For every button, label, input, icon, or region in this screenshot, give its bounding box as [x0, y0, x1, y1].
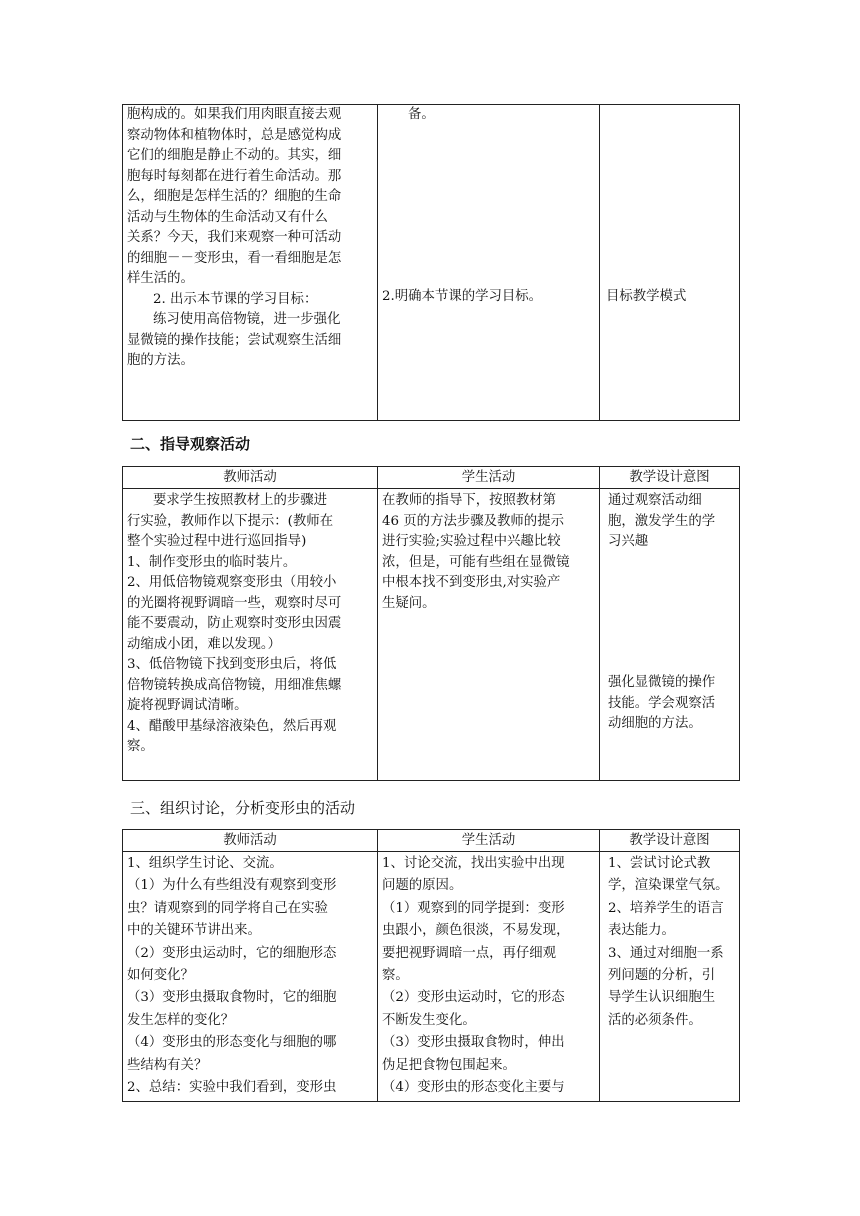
text-line: 练习使用高倍物镜，进一步强化 [153, 312, 341, 327]
text-line: 要求学生按照教材上的步骤进 [153, 493, 328, 508]
text-line: （2）变形虫运动时，它的细胞形态 [127, 945, 337, 961]
text-line: 表达能力。 [608, 923, 675, 939]
column-header: 学生活动 [378, 830, 600, 852]
text-line: 动细胞的方法。 [608, 716, 702, 731]
design-intent-cell [600, 489, 740, 781]
text-line: 46 页的方法步骤及教师的提示 [382, 513, 564, 529]
text-line: 2、用低倍物镜观察变形虫（用较小 [127, 575, 337, 590]
text-line: 强化显微镜的操作 [608, 675, 716, 690]
column-header: 教师活动 [123, 830, 378, 852]
text-line: 3、通过对细胞一系 [608, 945, 724, 961]
text-line: 动缩成小团，难以发现。） [127, 636, 281, 652]
text-line: 它们的细胞是静止不动的。其实，细 [127, 148, 342, 163]
text-line: 在教师的指导下，按照教材第 [382, 493, 557, 508]
text-line: 中根本找不到变形虫,对实验产 [382, 575, 561, 590]
text-line: 旋将视野调试清晰。 [127, 698, 248, 713]
text-line: 导学生认识细胞生 [608, 990, 716, 1006]
column-header: 教学设计意图 [600, 830, 740, 852]
text-line: 备。 [408, 107, 435, 122]
text-line: 活动与生物体的生命活动又有什么 [127, 209, 328, 225]
text-line: 么，细胞是怎样生活的？细胞的生命 [127, 189, 342, 204]
student-goal-text: 2.明确本节课的学习目标。 [382, 289, 543, 304]
text-line: 1、讨论交流，找出实验中出现 [382, 856, 565, 871]
text-line: 列问题的分析，引 [608, 968, 716, 984]
teacher-activity-cell [123, 852, 378, 1102]
design-intent-cell [600, 105, 740, 421]
text-line: （2）变形虫运动时，它的形态 [382, 990, 565, 1006]
text-line: 浓，但是，可能有些组在显微镜 [382, 554, 570, 570]
text-line: 2、培养学生的语言 [608, 900, 724, 916]
text-line: 察。 [382, 968, 409, 984]
section-heading-discussion: 三、组织讨论，分析变形虫的活动 [130, 799, 356, 817]
student-activity-cell [378, 852, 600, 1102]
text-line: （3）变形虫摄取食物时，它的细胞 [127, 990, 337, 1006]
text-line: 4、醋酸甲基绿溶液染色，然后再观 [127, 718, 337, 734]
text-line: （4）变形虫的形态变化与细胞的哪 [127, 1035, 337, 1051]
section-heading-observation: 二、指导观察活动 [130, 435, 251, 453]
text-line: 1、制作变形虫的临时装片。 [127, 554, 297, 570]
text-line: 倍物镜转换成高倍物镜，用细准焦螺 [127, 677, 342, 693]
text-line: 习兴趣 [608, 534, 649, 549]
text-line: 显微镜的操作技能；尝试观察生活细 [127, 332, 342, 348]
text-line: 学，渲染课堂气氛。 [608, 878, 729, 894]
text-line: （1）观察到的同学提到：变形 [382, 900, 565, 916]
text-line: 通过观察活动细 [608, 493, 702, 508]
text-line: 3、低倍物镜下找到变形虫后，将低 [127, 657, 337, 672]
column-header: 教学设计意图 [600, 467, 740, 489]
teacher-activity-cell [123, 105, 378, 421]
text-line: 如何变化？ [127, 968, 194, 984]
text-line: 察。 [127, 739, 154, 754]
text-line: 要把视野调暗一点，再仔细观 [382, 945, 557, 961]
text-line: 察动物体和植物体时，总是感觉构成 [127, 127, 342, 143]
text-line: 技能。学会观察活 [608, 695, 716, 711]
text-line: 胞构成的。如果我们用肉眼直接去观 [127, 107, 342, 122]
text-line: 生疑问。 [382, 595, 436, 611]
text-line: 发生怎样的变化？ [127, 1012, 235, 1028]
text-line: 不断发生变化。 [382, 1012, 476, 1028]
text-line: 的细胞－－变形虫，看一看细胞是怎 [127, 250, 342, 266]
text-line: 关系？今天，我们来观察一种可活动 [127, 230, 342, 245]
text-line: 2、总结：实验中我们看到，变形虫 [127, 1080, 337, 1096]
text-line: 胞的方法。 [127, 353, 194, 368]
column-header: 学生活动 [378, 467, 600, 489]
design-intent-cell [600, 852, 740, 1102]
text-line: 虫跟小，颜色很淡，不易发现， [382, 923, 570, 939]
text-line: 胞每时每刻都在进行着生命活动。那 [127, 168, 342, 184]
student-activity-cell [378, 489, 600, 781]
text-line: （1）为什么有些组没有观察到变形 [127, 878, 337, 894]
lesson-table-intro [122, 104, 740, 421]
text-line: 1、尝试讨论式教 [608, 856, 711, 871]
text-line: 的光圈将视野调暗一些，观察时尽可 [127, 595, 342, 611]
design-intent-text: 目标教学模式 [606, 289, 687, 304]
text-line: 能不要震动，防止观察时变形虫因震 [127, 616, 342, 631]
text-line: 问题的原因。 [382, 878, 463, 894]
lesson-table-discussion [122, 829, 740, 1102]
text-line: 伪足把食物包围起来。 [382, 1057, 516, 1073]
lesson-table-observation [122, 466, 740, 781]
text-line: 活的必须条件。 [608, 1012, 702, 1028]
column-header: 教师活动 [123, 467, 378, 489]
text-line: 进行实验;实验过程中兴趣比较 [382, 534, 561, 549]
teacher-activity-cell [123, 489, 378, 781]
student-activity-cell [378, 105, 600, 421]
text-line: 行实验，教师作以下提示：(教师在 [127, 513, 334, 529]
text-line: （4）变形虫的形态变化主要与 [382, 1080, 565, 1096]
text-line: 胞，激发学生的学 [608, 513, 716, 529]
text-line: 1、组织学生讨论、交流。 [127, 856, 283, 871]
text-line: 些结构有关？ [127, 1057, 208, 1073]
text-line: 整个实验过程中进行巡回指导) [127, 534, 307, 549]
text-line: 样生活的。 [127, 271, 194, 286]
text-line: 中的关键环节讲出来。 [127, 923, 261, 939]
text-line: 虫？请观察到的同学将自己在实验 [127, 900, 328, 916]
text-line: （3）变形虫摄取食物时，伸出 [382, 1035, 565, 1051]
text-line: 2. 出示本节课的学习目标： [153, 291, 318, 307]
